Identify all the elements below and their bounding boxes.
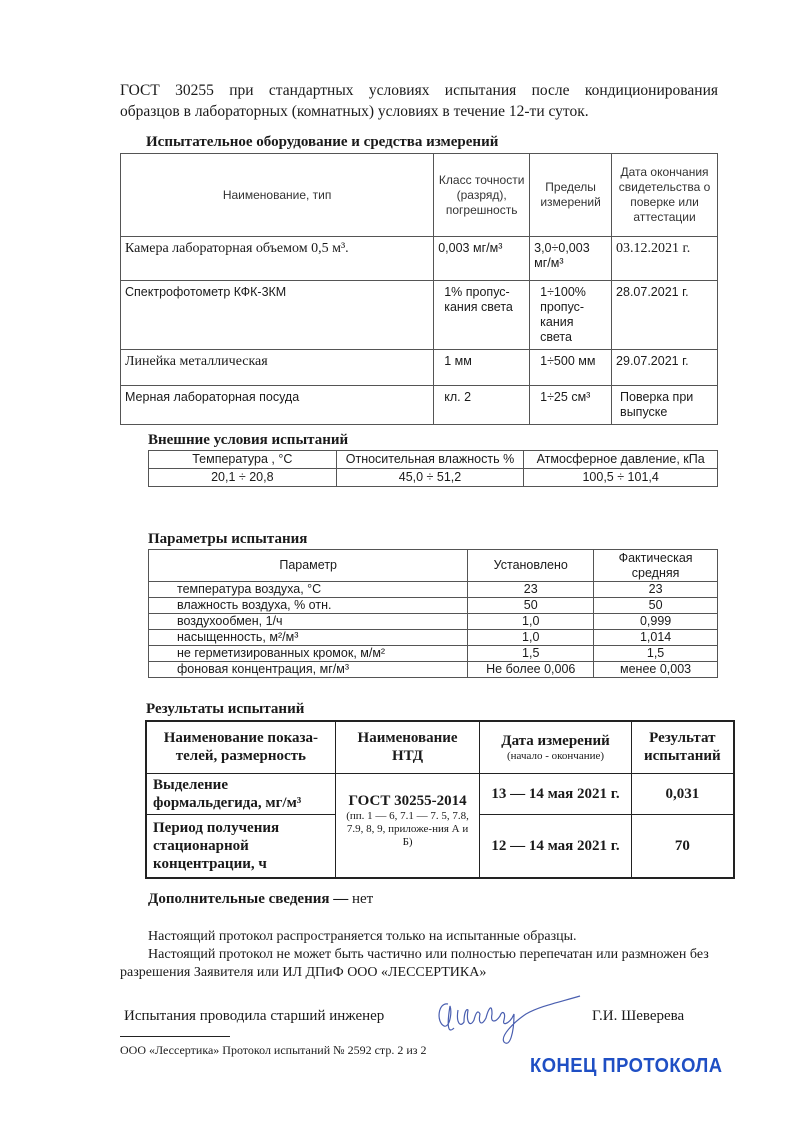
header-date bbox=[480, 721, 631, 773]
result-date: 13 — 14 мая 2021 г. bbox=[480, 773, 631, 814]
param-actual: 1,5 bbox=[594, 646, 718, 662]
param-set: 1,0 bbox=[468, 614, 594, 630]
header-date-sub: (начало - окончание) bbox=[506, 749, 605, 762]
equipment-table bbox=[120, 153, 718, 425]
table-row bbox=[121, 281, 718, 350]
results-header-row bbox=[146, 721, 734, 773]
header-indicator: Наименование показа-телей, размерность bbox=[146, 721, 335, 773]
param-set: 50 bbox=[468, 598, 594, 614]
result-value: 0,031 bbox=[631, 773, 734, 814]
param-name: фоновая концентрация, мг/м³ bbox=[149, 662, 468, 678]
humidity-value: 45,0 ÷ 51,2 bbox=[336, 469, 524, 487]
signature-name: Г.И. Шеверева bbox=[592, 1008, 685, 1024]
table-row bbox=[121, 350, 718, 386]
pressure-value: 100,5 ÷ 101,4 bbox=[524, 469, 718, 487]
results-table bbox=[145, 720, 735, 879]
table-row bbox=[149, 469, 718, 487]
param-actual: 23 bbox=[594, 582, 718, 598]
end-of-protocol-stamp: КОНЕЦ ПРОТОКОЛА bbox=[530, 1055, 723, 1077]
header-name: Наименование, тип bbox=[121, 154, 434, 237]
header-humidity: Относительная влажность % bbox=[336, 451, 524, 469]
param-name: воздухообмен, 1/ч bbox=[149, 614, 468, 630]
param-set: Не более 0,006 bbox=[468, 662, 594, 678]
table-row bbox=[121, 237, 718, 281]
ntd-cell bbox=[335, 773, 480, 878]
equip-name: Камера лабораторная объемом 0,5 м³. bbox=[121, 237, 434, 281]
equip-date: Поверка при выпуске bbox=[612, 386, 718, 425]
param-set: 1,0 bbox=[468, 630, 594, 646]
signature-icon bbox=[430, 992, 600, 1052]
result-indicator: Период получения стационарной концентрации, ч bbox=[146, 814, 335, 878]
table-row bbox=[149, 646, 718, 662]
note-2: Настоящий протокол не может быть частично или полностью перепечатан или размножен без bbox=[148, 947, 709, 962]
results-title: Результаты испытаний bbox=[146, 701, 305, 717]
param-name: насыщенность, м²/м³ bbox=[149, 630, 468, 646]
param-actual: 1,014 bbox=[594, 630, 718, 646]
param-header-row bbox=[149, 550, 718, 582]
table-row bbox=[121, 386, 718, 425]
table-row bbox=[149, 614, 718, 630]
temperature-value: 20,1 ÷ 20,8 bbox=[149, 469, 337, 487]
intro-line-2: образцов в лабораторных (комнатных) условиях в течение 12-ти суток. bbox=[120, 103, 589, 120]
equip-date: 03.12.2021 г. bbox=[612, 237, 718, 281]
equip-accuracy: кл. 2 bbox=[434, 386, 530, 425]
signature-role: Испытания проводила старший инженер bbox=[124, 1008, 385, 1024]
header-date: Дата окончания свидетельства о поверке или аттестации bbox=[612, 154, 718, 237]
ntd-main: ГОСТ 30255-2014 bbox=[348, 792, 467, 809]
table-row bbox=[149, 662, 718, 678]
header-ntd: Наименование НТД bbox=[335, 721, 480, 773]
intro-line-1: ГОСТ 30255 при стандартных условиях испытания после кондиционирования bbox=[120, 82, 718, 99]
header-range: Пределы измерений bbox=[530, 154, 612, 237]
header-result: Результат испытаний bbox=[631, 721, 734, 773]
parameters-title: Параметры испытания bbox=[148, 531, 308, 547]
param-name: температура воздуха, °С bbox=[149, 582, 468, 598]
param-set: 23 bbox=[468, 582, 594, 598]
equip-date: 29.07.2021 г. bbox=[612, 350, 718, 386]
equip-name: Мерная лабораторная посуда bbox=[121, 386, 434, 425]
external-conditions-table bbox=[148, 450, 718, 487]
result-value: 70 bbox=[631, 814, 734, 878]
additional-label: Дополнительные сведения — bbox=[148, 891, 349, 907]
parameters-table bbox=[148, 549, 718, 678]
header-pressure: Атмосферное давление, кПа bbox=[524, 451, 718, 469]
intro-paragraph bbox=[120, 80, 718, 122]
param-set: 1,5 bbox=[468, 646, 594, 662]
param-name: влажность воздуха, % отн. bbox=[149, 598, 468, 614]
equip-range: 3,0÷0,003 мг/м³ bbox=[530, 237, 612, 281]
result-date: 12 — 14 мая 2021 г. bbox=[480, 814, 631, 878]
header-param: Параметр bbox=[149, 550, 468, 582]
param-name: не герметизированных кромок, м/м² bbox=[149, 646, 468, 662]
param-actual: 0,999 bbox=[594, 614, 718, 630]
additional-info bbox=[148, 891, 373, 908]
equipment-header-row bbox=[121, 154, 718, 237]
note-1: Настоящий протокол распространяется только на испытанные образцы. bbox=[148, 929, 577, 944]
ext-header-row bbox=[149, 451, 718, 469]
equip-date: 28.07.2021 г. bbox=[612, 281, 718, 350]
ntd-sub: (пп. 1 — 6, 7.1 — 7. 5, 7.8, 7.9, 8, 9, приложе-ния А и Б) bbox=[346, 809, 469, 848]
external-conditions-title: Внешние условия испытаний bbox=[148, 432, 349, 448]
additional-value: нет bbox=[351, 891, 374, 907]
table-row bbox=[146, 773, 734, 814]
equip-range: 1÷500 мм bbox=[530, 350, 612, 386]
equip-range: 1÷100% пропус-кания света bbox=[530, 281, 612, 350]
note-3: разрешения Заявителя или ИЛ ДПиФ ООО «ЛЕССЕРТИКА» bbox=[120, 965, 487, 980]
table-row bbox=[149, 582, 718, 598]
header-set: Установлено bbox=[468, 550, 594, 582]
footer-text: ООО «Лессертика» Протокол испытаний № 2592 стр. 2 из 2 bbox=[120, 1043, 427, 1057]
footer-divider bbox=[120, 1036, 230, 1037]
equip-accuracy: 0,003 мг/м³ bbox=[434, 237, 530, 281]
equip-accuracy: 1 мм bbox=[434, 350, 530, 386]
table-row bbox=[149, 630, 718, 646]
param-actual: 50 bbox=[594, 598, 718, 614]
equip-accuracy: 1% пропус-кания света bbox=[434, 281, 530, 350]
result-indicator: Выделение формальдегида, мг/м³ bbox=[146, 773, 335, 814]
header-accuracy: Класс точности (разряд), погрешность bbox=[434, 154, 530, 237]
header-date-label: Дата измерений bbox=[501, 732, 610, 749]
equip-range: 1÷25 см³ bbox=[530, 386, 612, 425]
equip-name: Спектрофотометр КФК-3КМ bbox=[121, 281, 434, 350]
header-temperature: Температура , °С bbox=[149, 451, 337, 469]
param-actual: менее 0,003 bbox=[594, 662, 718, 678]
header-actual: Фактическая средняя bbox=[594, 550, 718, 582]
table-row bbox=[149, 598, 718, 614]
equip-name: Линейка металлическая bbox=[121, 350, 434, 386]
equipment-title: Испытательное оборудование и средства измерений bbox=[146, 134, 499, 150]
